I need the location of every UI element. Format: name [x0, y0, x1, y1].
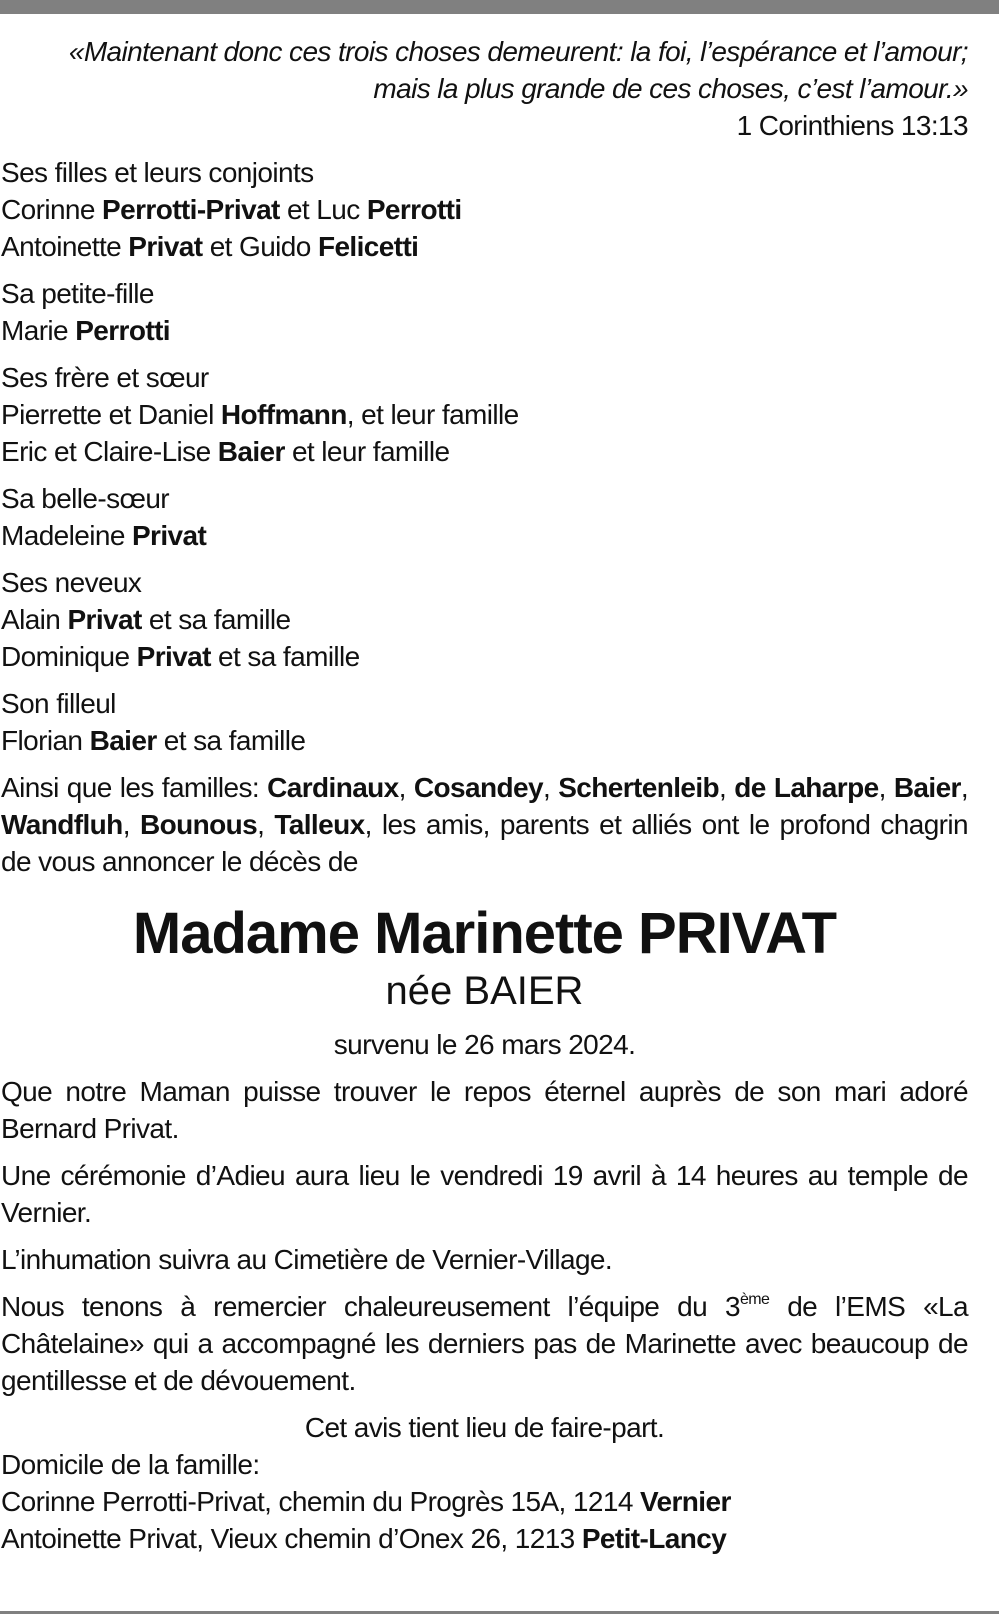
- families-intro: Ainsi que les familles:: [1, 772, 268, 803]
- first-name: Madeleine: [1, 520, 132, 551]
- family-name: Talleux: [274, 809, 365, 840]
- first-name: Antoinette: [1, 231, 129, 262]
- bottom-rule: [0, 1611, 999, 1614]
- domicile-row-2: [1, 1520, 968, 1557]
- separator: ,: [122, 809, 140, 840]
- surname: Perrotti: [366, 194, 462, 225]
- godson-block: [1, 685, 968, 759]
- domicile-heading: Domicile de la famille:: [1, 1449, 260, 1480]
- surname: Privat: [128, 231, 203, 262]
- surname: Felicetti: [317, 231, 419, 262]
- nephews-row-2: [1, 638, 968, 675]
- first-name: Dominique: [1, 641, 137, 672]
- epigraph-source: 1 Corinthiens 13:13: [736, 110, 968, 141]
- first-name: Eric et Claire-Lise: [1, 436, 218, 467]
- daughters-row-1: [1, 191, 968, 228]
- surname: Baier: [89, 725, 157, 756]
- paragraph-ceremony: Une cérémonie d’Adieu aura lieu le vendredi 19 avril à 14 heures au temple de Vernier.: [1, 1160, 968, 1228]
- deceased-name: Madame Marinette PRIVAT: [132, 901, 837, 966]
- family-name: Wandfluh: [1, 809, 123, 840]
- epigraph-line-2: mais la plus grande de ces choses, c’est l’amour.»: [373, 73, 968, 104]
- godson-row-1: [1, 722, 968, 759]
- deceased-block: [1, 902, 968, 1063]
- maiden-name: née BAIER: [385, 969, 584, 1013]
- sister-in-law-block: [1, 480, 968, 554]
- connector: et leur famille: [284, 436, 450, 467]
- epigraph: [1, 33, 968, 144]
- death-date: survenu le 26 mars 2024.: [333, 1029, 636, 1060]
- family-name: Baier: [893, 772, 961, 803]
- connector: et Luc: [279, 194, 367, 225]
- connector: et sa famille: [141, 604, 291, 635]
- obituary-notice: [1, 33, 968, 1557]
- siblings-row-1: [1, 396, 968, 433]
- families-outro: , les amis, parents et alliés ont le profond chagrin de vous annoncer le décès de: [1, 809, 969, 877]
- surname: Baier: [217, 436, 285, 467]
- surname: Privat: [131, 520, 207, 551]
- siblings-heading: Ses frère et sœur: [1, 362, 209, 393]
- first-name: Pierrette et Daniel: [1, 399, 221, 430]
- separator: ,: [398, 772, 414, 803]
- sister-in-law-row-1: [1, 517, 968, 554]
- siblings-block: [1, 359, 968, 470]
- daughters-heading: Ses filles et leurs conjoints: [1, 157, 314, 188]
- families-paragraph: [1, 769, 968, 880]
- nephews-heading: Ses neveux: [1, 567, 142, 598]
- connector: et sa famille: [210, 641, 360, 672]
- separator: ,: [960, 772, 969, 803]
- daughters-block: [1, 154, 968, 265]
- family-name: Schertenleib: [558, 772, 720, 803]
- epigraph-line-1: «Maintenant donc ces trois choses demeurent: la foi, l’espérance et l’amour;: [68, 36, 968, 67]
- separator: ,: [257, 809, 275, 840]
- ordinal-suffix: ème: [739, 1291, 770, 1308]
- family-name: Bounous: [139, 809, 258, 840]
- connector: et sa famille: [156, 725, 306, 756]
- granddaughter-row-1: [1, 312, 968, 349]
- address: Antoinette Privat, Vieux chemin d’Onex 26, 1213: [1, 1523, 582, 1554]
- paragraph-thanks: [1, 1288, 968, 1399]
- granddaughter-heading: Sa petite-fille: [1, 278, 154, 309]
- granddaughter-block: [1, 275, 968, 349]
- surname: Perrotti-Privat: [102, 194, 280, 225]
- nephews-block: [1, 564, 968, 675]
- separator: ,: [542, 772, 559, 803]
- top-rule: [0, 0, 999, 14]
- separator: ,: [719, 772, 735, 803]
- first-name: Florian: [1, 725, 90, 756]
- locality: Vernier: [639, 1486, 731, 1517]
- surname: Perrotti: [75, 315, 170, 346]
- notice-line: Cet avis tient lieu de faire-part.: [304, 1412, 665, 1443]
- nephews-row-1: [1, 601, 968, 638]
- surname: Hoffmann: [220, 399, 347, 430]
- first-name: Marie: [1, 315, 76, 346]
- connector: , et leur famille: [346, 399, 519, 430]
- separator: ,: [878, 772, 894, 803]
- connector: et Guido: [202, 231, 318, 262]
- domicile-row-1: [1, 1483, 968, 1520]
- family-name: de Laharpe: [734, 772, 879, 803]
- thanks-text-start: Nous tenons à remercier chaleureusement l’équipe du 3: [1, 1291, 740, 1322]
- surname: Privat: [67, 604, 142, 635]
- first-name: Alain: [1, 604, 68, 635]
- family-name: Cosandey: [413, 772, 543, 803]
- paragraph-burial: L’inhumation suivra au Cimetière de Vernier-Village.: [1, 1244, 613, 1275]
- surname: Privat: [136, 641, 211, 672]
- address: Corinne Perrotti-Privat, chemin du Progrès 15A, 1214: [1, 1486, 640, 1517]
- thanks-text-end: de l’EMS «La Châtelaine» qui a accompagné les derniers pas de Marinette avec beaucoup de gentillesse et de dévouement.: [1, 1291, 968, 1396]
- domicile-block: [1, 1446, 968, 1557]
- godson-heading: Son filleul: [1, 688, 116, 719]
- first-name: Corinne: [1, 194, 103, 225]
- paragraph-rest: Que notre Maman puisse trouver le repos éternel auprès de son mari adoré Bernard Privat.: [1, 1076, 968, 1144]
- sister-in-law-heading: Sa belle-sœur: [1, 483, 170, 514]
- daughters-row-2: [1, 228, 968, 265]
- siblings-row-2: [1, 433, 968, 470]
- locality: Petit-Lancy: [581, 1523, 727, 1554]
- family-name: Cardinaux: [267, 772, 399, 803]
